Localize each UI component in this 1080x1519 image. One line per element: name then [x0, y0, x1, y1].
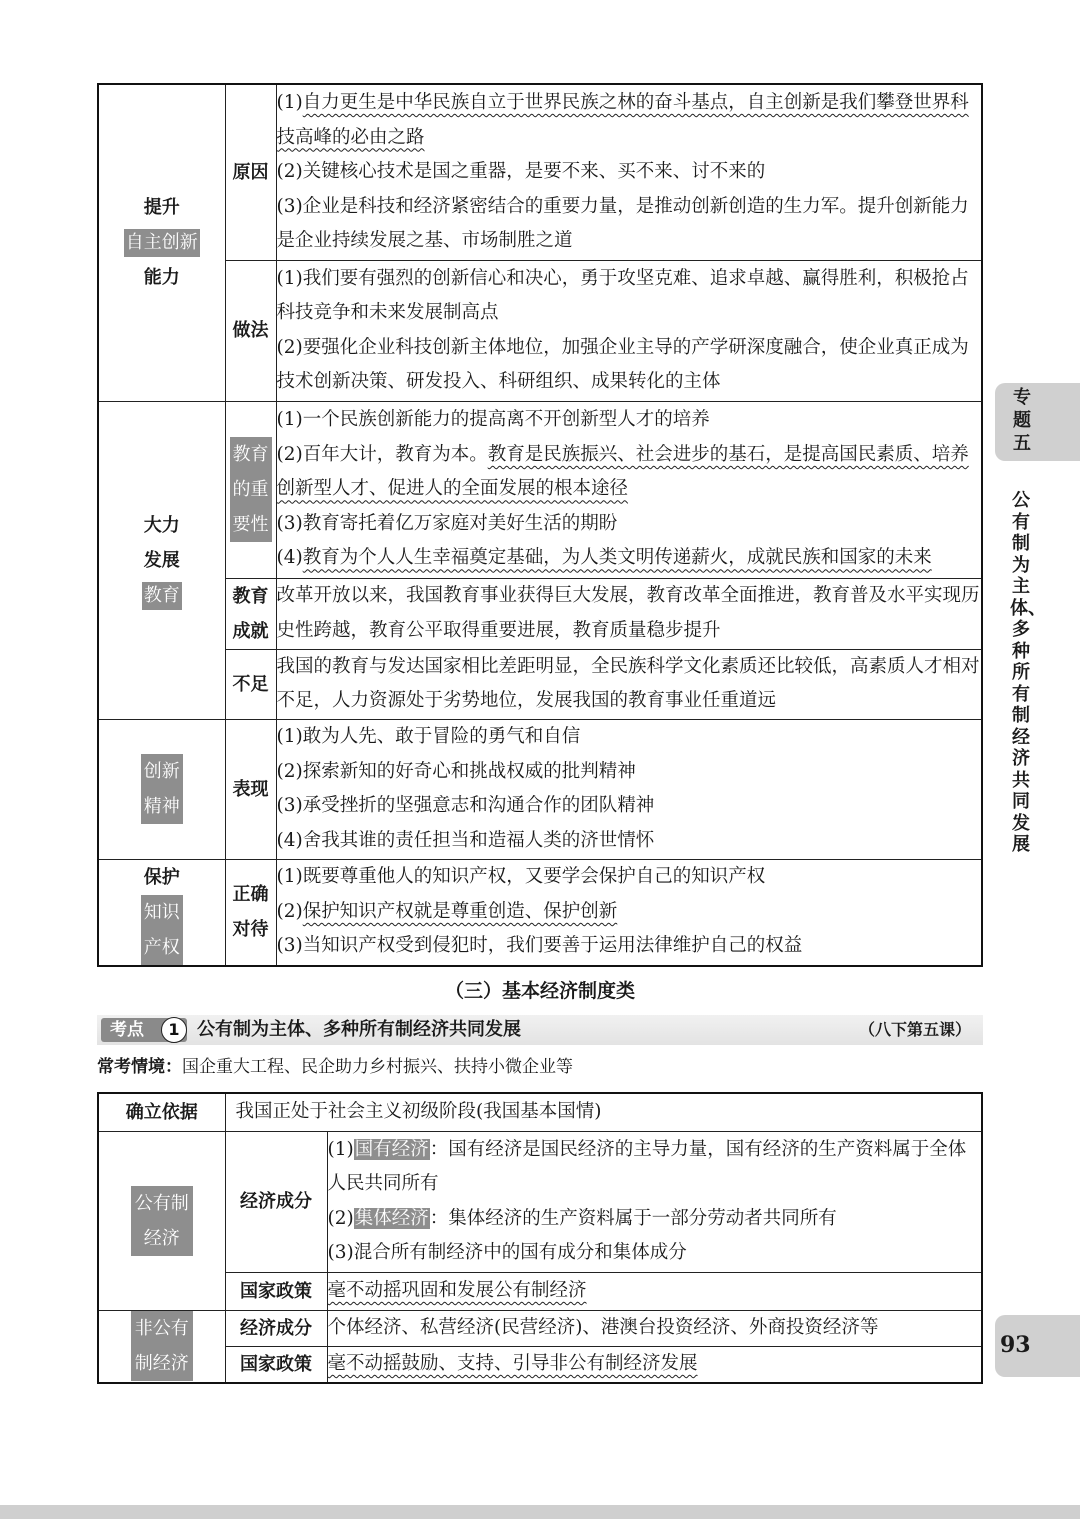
content-cell [276, 260, 982, 401]
list-item: (1)一个民族创新能力的提高离不开创新型人才的培养 [276, 409, 710, 431]
list-item: (3)当知识产权受到侵犯时，我们要善于运用法律维护自己的权益 [276, 935, 803, 957]
list-item: (1)既要尊重他人的知识产权，又要学会保护自己的知识产权 [276, 866, 766, 888]
content-cell [327, 1131, 982, 1272]
category-cell: 确立依据 [98, 1093, 225, 1131]
list-item: (4)舍我其谁的责任担当和造福人类的济世情怀 [276, 829, 655, 851]
list-item: (1)敢为人先、敢于冒险的勇气和自信 [276, 726, 581, 747]
subcategory-cell: 不足 [225, 649, 276, 719]
kaodian-badge: 考点 1 [101, 1018, 187, 1042]
highlight-term: 非公有 制经济 [131, 1311, 193, 1381]
subcategory-cell: 表现 [225, 719, 276, 859]
kaodian-lesson: （八下第五课） [858, 1020, 971, 1039]
chapter-vertical-title: 公有制为主体、多种所有制经济共同发展 [1010, 490, 1046, 855]
subcategory-cell: 经济成分 [225, 1131, 327, 1272]
highlight-term: 集体经济 [354, 1207, 429, 1229]
category-label: 大力 [143, 514, 180, 536]
content-cell [276, 84, 982, 260]
table-row [98, 1310, 982, 1346]
list-item: (3)混合所有制经济中的国有成分和集体成分 [327, 1242, 687, 1263]
content-cell: 毫不动摇鼓励、支持、引导非公有制经济发展 [327, 1346, 982, 1383]
subcategory-cell: 国家政策 [225, 1346, 327, 1383]
list-item: (2)关键核心技术是国之重器，是要不来、买不来、讨不来的 [276, 161, 766, 182]
highlight-term: 教育 [142, 582, 182, 610]
highlight-term: 知识 产权 [141, 895, 183, 965]
table-row [98, 859, 982, 966]
content-cell: 改革开放以来，我国教育事业获得巨大发展，教育改革全面推进，教育普及水平实现历史性跨越，教育公平取得重要进展，教育质量稳步提升 [276, 578, 982, 649]
list-item: (2)要强化企业科技创新主体地位，加强企业主导的产学研深度融合，使企业真正成为技术创新决策、研发投入、科研组织、成果转化的主体 [276, 336, 969, 392]
list-item: (4)教育为个人人生幸福奠定基础，为人类文明传递薪火，成就民族和国家的未来 [276, 547, 932, 569]
highlight-term: 创新 精神 [141, 754, 183, 824]
category-label: 能力 [143, 267, 180, 289]
kaodian-number: 1 [161, 1017, 187, 1043]
table-row [98, 1272, 982, 1310]
list-item: (3)承受挫折的坚强意志和沟通合作的团队精神 [276, 795, 655, 816]
subcategory-cell [225, 401, 276, 578]
table-row [98, 649, 982, 719]
list-item: (3)企业是科技和经济紧密结合的重要力量，是推动创新创造的生力军。提升创新能力是企业持续发展之基、市场制胜之道 [276, 195, 969, 251]
table-row [98, 1131, 982, 1272]
list-item: (2)百年大计，教育为本。教育是民族振兴、社会进步的基石，是提高国民素质、培养创新型人才、促进人的全面发展的根本途径 [276, 443, 969, 500]
subcategory-cell: 经济成分 [225, 1310, 327, 1346]
content-cell: 个体经济、私营经济(民营经济)、港澳台投资经济、外商投资经济等 [327, 1310, 982, 1346]
table-row [98, 260, 982, 401]
content-cell: 我国的教育与发达国家相比差距明显，全民族科学文化素质还比较低，高素质人才相对不足，人力资源处于劣势地位，发展我国的教育事业任重道远 [276, 649, 982, 719]
section-title: （三）基本经济制度类 [444, 980, 635, 1002]
category-label: 提升 [143, 197, 180, 219]
subcategory-cell: 正确 对待 [225, 859, 276, 966]
page-number-tab [995, 1315, 1080, 1377]
list-item: (2)探索新知的好奇心和挑战权威的批判精神 [276, 760, 636, 782]
highlight-term: 国有经济 [354, 1138, 429, 1160]
table-row [98, 401, 982, 578]
category-cell [98, 401, 225, 719]
list-item: (2)集体经济：集体经济的生产资料属于一部分劳动者共同所有 [327, 1207, 837, 1229]
subcategory-cell: 国家政策 [225, 1272, 327, 1310]
knowledge-table-economy [97, 1092, 983, 1384]
table-row [98, 1093, 982, 1131]
scenario-label: 常考情境： [97, 1057, 182, 1077]
list-item: (1)我们要有强烈的创新信心和决心，勇于攻坚克难、追求卓越、赢得胜利，积极抢占科技竞争和未来发展制高点 [276, 267, 969, 323]
knowledge-table-innovation [97, 83, 983, 967]
kaodian-title: 公有制为主体、多种所有制经济共同发展 [197, 1019, 521, 1040]
scenario-text: 国企重大工程、民企助力乡村振兴、扶持小微企业等 [182, 1057, 573, 1077]
subcategory-cell: 原因 [225, 84, 276, 260]
scenario-line [97, 1054, 573, 1080]
category-cell [98, 859, 225, 966]
category-cell [98, 84, 225, 401]
highlight-term: 自主创新 [124, 229, 200, 257]
table-row [98, 84, 982, 260]
table-row [98, 578, 982, 649]
list-item: (1)自力更生是中华民族自立于世界民族之林的奋斗基点，自主创新是我们攀登世界科技高峰的必由之路 [276, 92, 969, 148]
highlight-term: 公有制 经济 [131, 1186, 193, 1256]
page-number: 93 [1000, 1332, 1031, 1358]
category-cell [98, 1131, 225, 1310]
list-item: (1)国有经济：国有经济是国民经济的主导力量，国有经济的生产资料属于全体人民共同所有 [327, 1138, 967, 1194]
kaodian-bar [97, 1015, 983, 1045]
list-item: (2)保护知识产权就是尊重创造、保护创新 [276, 900, 618, 922]
category-cell [98, 1310, 225, 1383]
content-cell [276, 401, 982, 578]
subcategory-cell: 做法 [225, 260, 276, 401]
subcategory-cell: 教育 成就 [225, 578, 276, 649]
chapter-tab[interactable]: 专 题 五 [995, 383, 1080, 461]
page-bottom-edge [0, 1505, 1080, 1519]
table-row [98, 719, 982, 859]
list-item: (3)教育寄托着亿万家庭对美好生活的期盼 [276, 512, 618, 534]
category-label: 发展 [143, 549, 180, 571]
table-row [98, 1346, 982, 1383]
content-cell: 毫不动摇巩固和发展公有制经济 [327, 1272, 982, 1310]
content-cell [276, 859, 982, 966]
content-cell [276, 719, 982, 859]
category-cell [98, 719, 225, 859]
category-label: 保护 [143, 866, 180, 888]
highlight-term: 教育 的重 要性 [230, 437, 272, 542]
content-cell: 我国正处于社会主义初级阶段(我国基本国情) [225, 1093, 982, 1131]
